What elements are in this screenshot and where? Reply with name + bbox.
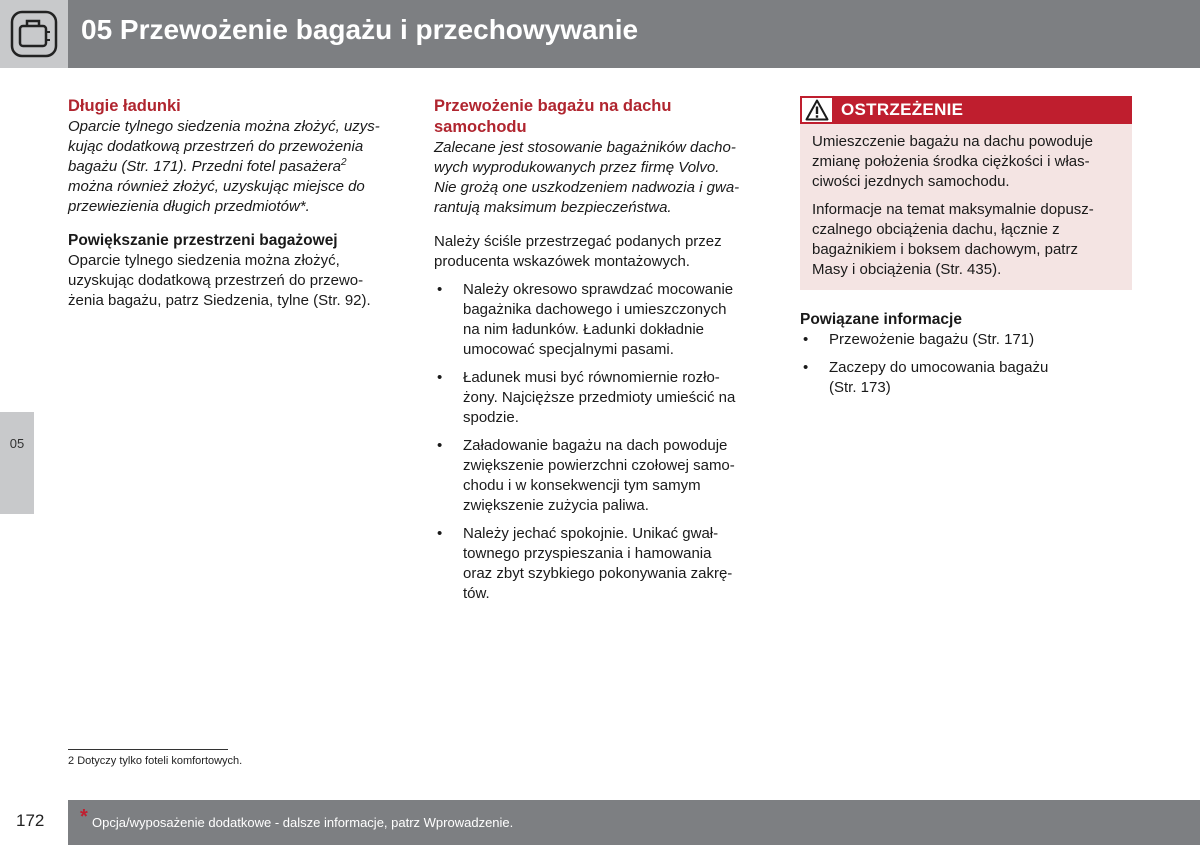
bullet-icon: • xyxy=(437,369,443,386)
footnote-text: Dotyczy tylko foteli komfortowych. xyxy=(77,755,243,767)
bullet-item xyxy=(434,524,764,604)
luggage-icon xyxy=(10,10,58,58)
warning-title: OSTRZEŻENIE xyxy=(841,100,964,119)
related-info-list xyxy=(800,330,1132,398)
text-line: Zaczepy do umocowania bagażu xyxy=(829,359,1049,376)
bullet-icon: • xyxy=(437,437,443,454)
text-line: uzyskując dodatkową przestrzeń do przewo- xyxy=(68,272,364,289)
header-icon-box xyxy=(0,0,68,68)
text-line: chodu i w konsekwencji tym samym xyxy=(463,477,701,494)
text-line: spodzie. xyxy=(463,409,519,426)
text-line: (Str. 173) xyxy=(829,379,891,396)
footer-note: Opcja/wyposażenie dodatkowe - dalsze informacje, patrz Wprowadzenie. xyxy=(92,815,514,830)
bullet-icon: • xyxy=(803,331,809,348)
text-line: wych wyprodukowanych przez firmę Volvo. xyxy=(434,159,720,176)
text-line: Zalecane jest stosowanie bagażników dacho- xyxy=(434,139,736,156)
column-1 xyxy=(68,96,403,311)
section-heading-long-loads: Długie ładunki xyxy=(68,97,181,115)
text-line: Należy jechać spokojnie. Unikać gwał- xyxy=(463,525,719,542)
heading-line: Przewożenie bagażu na dachu xyxy=(434,97,672,115)
warning-box xyxy=(800,96,1132,290)
bullet-item xyxy=(434,368,764,428)
footnote xyxy=(68,755,242,767)
text-line: Umieszczenie bagażu na dachu powoduje xyxy=(812,133,1094,150)
bullet-item xyxy=(434,436,764,516)
text-line: Informacje na temat maksymalnie dopusz- xyxy=(812,201,1094,218)
text-line: zwiększenie zużycia paliwa. xyxy=(463,497,649,514)
warning-body xyxy=(800,124,1132,290)
section-heading-roof-luggage xyxy=(434,96,764,138)
warning-triangle-icon xyxy=(805,99,829,121)
text-line: producenta wskazówek montażowych. xyxy=(434,253,690,270)
text-line: oraz zbyt szybkiego pokonywania zakrę- xyxy=(463,565,733,582)
text-line: na nim ładunków. Ładunki dokładnie xyxy=(463,321,705,338)
option-star-marker: * xyxy=(80,806,88,828)
text-line: ciwości jezdnych samochodu. xyxy=(812,173,1010,190)
text-line: żony. Najcięższe przedmioty umieścić na xyxy=(463,389,736,406)
text-line: zmianę położenia środka ciężkości i włas- xyxy=(812,153,1090,170)
heading-line: samochodu xyxy=(434,118,527,136)
text-line: czalnego obciążenia dachu, łącznie z xyxy=(812,221,1060,238)
section-heading-enlarge-space: Powiększanie przestrzeni bagażowej xyxy=(68,232,338,249)
text-line: zwiększenie powierzchni czołowej samo- xyxy=(463,457,735,474)
text-line: bagażnika dachowego i umieszczonych xyxy=(463,301,727,318)
text-line: Załadowanie bagażu na dach powoduje xyxy=(463,437,728,454)
footnote-divider xyxy=(68,749,228,750)
chapter-title: 05 Przewożenie bagażu i przechowywanie xyxy=(81,14,639,45)
text-line: Oparcie tylnego siedzenia można złożyć, xyxy=(68,252,340,269)
enlarge-space-text xyxy=(68,251,403,311)
text-line: można również złożyć, uzyskując miejsce do xyxy=(68,178,365,195)
warning-header xyxy=(800,96,1132,124)
warning-paragraph xyxy=(812,200,1122,280)
text-line: żenia bagażu, patrz Siedzenia, tylne (Str. 92). xyxy=(68,292,371,309)
text-line xyxy=(68,157,403,177)
text-line: Masy i obciążenia (Str. 435). xyxy=(812,261,1002,278)
text-line: bagażnikiem i boksem dachowym, patrz xyxy=(812,241,1078,258)
bullet-icon: • xyxy=(803,359,809,376)
long-loads-intro xyxy=(68,117,403,217)
roof-luggage-intro xyxy=(434,138,764,218)
chapter-tab-label: 05 xyxy=(9,436,25,451)
roof-luggage-bullet-list xyxy=(434,280,764,604)
text-line: umocować specjalnymi pasami. xyxy=(463,341,674,358)
chapter-header xyxy=(0,0,1200,68)
bullet-item xyxy=(434,280,764,360)
chapter-side-tab xyxy=(0,412,34,514)
text-line: Należy okresowo sprawdzać mocowanie xyxy=(463,281,734,298)
text-line: Należy ściśle przestrzegać podanych przez xyxy=(434,233,722,250)
text-line-part: bagażu (Str. 171). Przedni fotel pasażera xyxy=(68,158,341,175)
related-link-item[interactable] xyxy=(800,358,1132,398)
text-line: Nie grożą one uszkodzeniem nadwozia i gwa- xyxy=(434,179,740,196)
text-line: Przewożenie bagażu (Str. 171) xyxy=(829,331,1035,348)
text-line: Oparcie tylnego siedzenia można złożyć, uzys- xyxy=(68,118,380,135)
bullet-icon: • xyxy=(437,525,443,542)
warning-paragraph xyxy=(812,132,1122,192)
column-2 xyxy=(434,96,764,612)
text-line: przewiezienia długich przedmiotów*. xyxy=(68,198,310,215)
page-number: 172 xyxy=(16,811,45,830)
footnote-number: 2 xyxy=(68,755,75,767)
mounting-instructions-text xyxy=(434,232,764,272)
page-footer xyxy=(68,800,1200,845)
column-3 xyxy=(800,96,1132,406)
related-info-heading: Powiązane informacje xyxy=(800,311,962,328)
text-line: rantują maksimum bezpieczeństwa. xyxy=(434,199,672,216)
warning-icon-box xyxy=(801,97,833,123)
text-line: tów. xyxy=(463,585,490,602)
footnote-reference[interactable]: 2 xyxy=(340,157,347,168)
related-link-item[interactable] xyxy=(800,330,1132,350)
text-line: townego przyspieszania i hamowania xyxy=(463,545,712,562)
text-line: Ładunek musi być równomiernie rozło- xyxy=(463,369,720,386)
text-line: kując dodatkową przestrzeń do przewożenia xyxy=(68,138,364,155)
bullet-icon: • xyxy=(437,281,443,298)
